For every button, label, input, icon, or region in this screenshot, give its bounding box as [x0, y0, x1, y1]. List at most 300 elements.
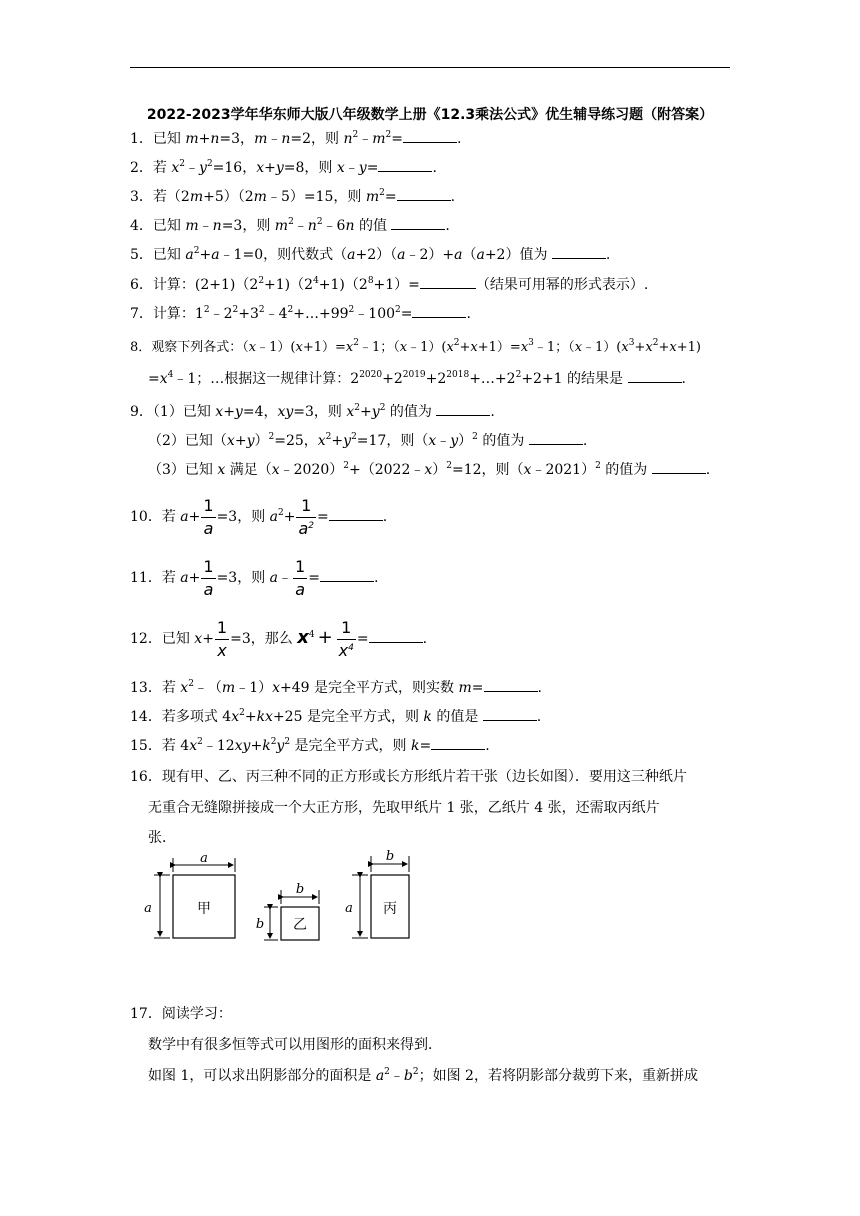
question-9-part-3: [148, 459, 710, 480]
text-fragment: 2: [325, 432, 332, 442]
text-fragment: =: [384, 189, 397, 205]
text-fragment: =2，则: [290, 131, 344, 147]
text-fragment: k: [410, 738, 420, 754]
text-fragment: y: [234, 404, 243, 420]
text-fragment: 观察下列各式：（: [151, 340, 249, 355]
text-fragment: a: [454, 247, 463, 263]
text-fragment: +: [634, 340, 646, 355]
text-fragment: ﹣1）: [235, 680, 273, 696]
text-fragment: 若: [152, 160, 172, 176]
text-fragment: =3，则: [293, 404, 347, 420]
text-fragment: +25 是完全平方式，则: [272, 709, 424, 725]
text-fragment: 计算：1: [152, 306, 204, 322]
text-fragment: =16，: [212, 160, 257, 176]
text-fragment: m: [458, 680, 472, 696]
text-fragment: 若（2: [152, 189, 190, 205]
text-fragment: +2）值为: [484, 247, 552, 263]
text-fragment: 张．: [148, 830, 176, 846]
text-fragment: .: [582, 433, 588, 449]
header-rule: [130, 67, 730, 68]
answer-blank: [483, 706, 537, 721]
text-fragment: 1．: [130, 131, 153, 147]
text-fragment: 是完全平方式，则: [290, 738, 411, 754]
question-16-line-2: [148, 798, 660, 818]
question-9-part-2: [148, 430, 587, 451]
text-fragment: 1: [203, 556, 214, 576]
text-fragment: 2: [278, 508, 284, 518]
question-5: [130, 244, 610, 265]
text-fragment: =3，则: [216, 570, 270, 586]
text-fragment: 2: [284, 737, 291, 747]
text-fragment: +: [283, 509, 296, 525]
text-fragment: y: [199, 160, 207, 176]
text-fragment: 若 4: [161, 738, 190, 754]
text-fragment: ﹣1）(: [582, 340, 622, 355]
text-fragment: x: [231, 709, 240, 725]
text-fragment: xy: [277, 404, 294, 420]
question-2: [130, 157, 437, 178]
text-fragment: =: [400, 306, 413, 322]
question-17-line-3: [148, 1066, 698, 1086]
text-fragment: 2: [197, 737, 203, 747]
answer-blank: [420, 274, 476, 289]
text-fragment: 若多项式 4: [161, 709, 232, 725]
text-fragment: 4: [167, 370, 174, 380]
text-fragment: ﹣: [358, 131, 373, 147]
text-fragment: 2: [316, 217, 323, 227]
text-fragment: 2: [193, 246, 200, 256]
text-fragment: +1）=: [477, 340, 521, 355]
text-fragment: =12，则（: [452, 462, 524, 478]
text-fragment: +…+2: [469, 371, 516, 387]
text-fragment: 2: [239, 708, 245, 718]
text-fragment: 3: [528, 338, 534, 348]
text-fragment: 2: [270, 737, 277, 747]
text-fragment: +: [202, 631, 214, 647]
fraction: [337, 617, 356, 662]
side-label-b: b: [385, 850, 395, 864]
fraction: [293, 556, 307, 601]
text-fragment: +: [244, 709, 257, 725]
text-fragment: .: [422, 631, 428, 647]
text-fragment: 2: [351, 432, 357, 442]
text-fragment: a: [347, 247, 356, 263]
text-fragment: 若: [161, 509, 181, 525]
text-fragment: ﹣: [278, 570, 293, 586]
text-fragment: ﹣100: [354, 306, 396, 322]
text-fragment: （2）已知（: [148, 433, 227, 449]
text-fragment: 2: [258, 305, 265, 315]
text-fragment: +: [199, 247, 212, 263]
text-fragment: ﹣: [185, 160, 200, 176]
text-fragment: x: [194, 631, 203, 647]
question-15: [130, 735, 490, 756]
text-fragment: a: [180, 509, 189, 525]
text-fragment: m: [185, 218, 199, 234]
text-fragment: .: [705, 462, 711, 478]
text-fragment: 2: [652, 338, 659, 348]
text-fragment: =: [308, 570, 320, 586]
text-fragment: .: [373, 570, 379, 586]
text-fragment: 17．: [130, 1006, 162, 1022]
text-fragment: ）: [432, 462, 447, 478]
text-fragment: +: [188, 570, 201, 586]
text-fragment: a: [211, 247, 220, 263]
text-fragment: 12．: [130, 631, 162, 647]
answer-blank: [403, 128, 457, 143]
text-fragment: x: [669, 340, 677, 355]
text-fragment: n: [281, 131, 291, 147]
text-fragment: .: [681, 371, 686, 387]
text-fragment: a: [180, 570, 189, 586]
text-fragment: x: [336, 160, 345, 176]
text-fragment: +: [360, 404, 372, 420]
text-fragment: 无重合无缝隙拼接成一个大正方形，先取甲纸片 1 张，乙纸片 4 张，还需取丙纸片: [148, 800, 660, 816]
answer-blank: [484, 677, 538, 692]
piece-label-yi: 乙: [293, 917, 307, 933]
text-fragment: a: [375, 1068, 385, 1084]
text-fragment: a: [269, 570, 279, 586]
text-fragment: +: [234, 433, 247, 449]
question-11: [130, 551, 378, 605]
text-fragment: =3，: [219, 131, 255, 147]
text-fragment: y: [276, 738, 285, 754]
text-fragment: （1）已知: [152, 404, 216, 420]
text-fragment: .: [466, 306, 471, 322]
text-fragment: x: [428, 433, 437, 449]
text-fragment: 2: [343, 461, 349, 471]
text-fragment: 2: [446, 461, 452, 471]
fraction: [215, 617, 229, 662]
text-fragment: x: [295, 340, 303, 355]
text-fragment: 2: [353, 338, 359, 348]
text-fragment: x: [159, 371, 168, 387]
text-fragment: 6．: [130, 277, 153, 293]
text-fragment: x: [189, 738, 198, 754]
text-fragment: .: [445, 218, 450, 234]
text-fragment: 2: [268, 432, 275, 442]
text-fragment: 2: [472, 432, 478, 442]
text-fragment: x: [470, 340, 478, 355]
text-fragment: a: [298, 518, 309, 538]
text-fragment: y: [450, 433, 459, 449]
text-fragment: 若: [161, 570, 181, 586]
question-13: [130, 677, 542, 698]
answer-blank: [378, 157, 432, 172]
text-fragment: kx: [256, 709, 273, 725]
text-fragment: 8．: [130, 340, 152, 355]
text-fragment: +: [223, 404, 235, 420]
text-fragment: 4: [348, 642, 354, 653]
text-fragment: =8，则: [283, 160, 337, 176]
text-fragment: n: [210, 131, 220, 147]
text-fragment: 2018: [446, 370, 470, 380]
question-17: [130, 1004, 232, 1024]
text-fragment: +5）（2: [203, 189, 254, 205]
text-fragment: .: [605, 247, 611, 263]
text-fragment: +: [250, 738, 263, 754]
text-fragment: 2: [188, 679, 194, 689]
text-fragment: 2: [288, 217, 294, 227]
question-9: [130, 401, 495, 422]
text-fragment: m: [185, 131, 199, 147]
text-fragment: 2: [206, 159, 213, 169]
text-fragment: +1）=: [373, 277, 420, 293]
text-fragment: 2020: [359, 370, 383, 380]
text-fragment: 2: [395, 305, 401, 315]
answer-blank: [628, 368, 682, 383]
answer-blank: [412, 303, 466, 318]
text-fragment: x: [271, 462, 280, 478]
question-3: [130, 186, 455, 207]
text-fragment: +3: [238, 306, 259, 322]
text-fragment: 3: [628, 338, 635, 348]
text-fragment: 已知: [161, 631, 195, 647]
question-16: [130, 767, 687, 787]
text-fragment: xy: [234, 738, 251, 754]
text-fragment: ﹣1；（: [533, 340, 575, 355]
page-title: 2022-2023学年华东师大版八年级数学上册《12.3乘法公式》优生辅导练习题（附答案）: [146, 107, 714, 123]
text-fragment: +1)（2: [318, 277, 368, 293]
text-fragment: 2: [348, 305, 355, 315]
text-fragment: x: [424, 462, 433, 478]
text-fragment: 2: [384, 1067, 390, 1077]
text-fragment: =: [148, 371, 160, 387]
text-fragment: 14．: [130, 709, 162, 725]
text-fragment: 1: [341, 617, 352, 637]
text-fragment: +: [188, 509, 201, 525]
text-fragment: 8: [367, 276, 374, 286]
answer-blank: [369, 628, 423, 643]
text-fragment: m: [189, 189, 204, 205]
text-fragment: +2）（: [355, 247, 398, 263]
text-fragment: x: [215, 404, 224, 420]
text-fragment: n: [345, 218, 355, 234]
text-fragment: 1: [203, 495, 214, 515]
text-fragment: .: [536, 709, 542, 725]
text-fragment: x: [171, 160, 180, 176]
text-fragment: n: [307, 218, 317, 234]
text-fragment: a: [201, 578, 215, 601]
answer-blank: [320, 567, 374, 582]
text-fragment: 2: [453, 338, 460, 348]
text-fragment: ；如图 2，若将阴影部分裁剪下来，重新拼成: [418, 1068, 698, 1084]
text-fragment: ﹣: [267, 131, 282, 147]
text-fragment: 4: [313, 276, 319, 286]
text-fragment: 13．: [130, 680, 162, 696]
text-fragment: .: [450, 189, 456, 205]
text-fragment: +2+1 的结果是: [521, 371, 628, 387]
text-fragment: 2: [379, 403, 386, 413]
text-fragment: 2: [203, 305, 210, 315]
text-fragment: =3，则: [221, 218, 275, 234]
text-fragment: 数学中有很多恒等式可以用图形的面积来得到．: [148, 1037, 442, 1053]
text-fragment: ）: [254, 433, 269, 449]
text-fragment: 1: [295, 556, 306, 576]
text-fragment: y: [343, 433, 352, 449]
fraction: [201, 495, 215, 540]
question-4: [130, 215, 450, 236]
paper-pieces-figure: [140, 850, 440, 950]
text-fragment: y: [358, 160, 367, 176]
text-fragment: 阅读学习：: [161, 1006, 232, 1022]
text-fragment: 的值为: [385, 404, 437, 420]
text-fragment: ﹣: [293, 218, 308, 234]
text-fragment: +: [331, 433, 344, 449]
answer-blank: [329, 506, 383, 521]
text-fragment: ﹣5）=15，则: [266, 189, 366, 205]
text-fragment: =: [356, 631, 369, 647]
text-fragment: a: [293, 578, 307, 601]
text-fragment: +1): [676, 340, 701, 355]
text-fragment: x: [338, 640, 349, 660]
text-fragment: +1)（2: [264, 277, 314, 293]
text-fragment: 的值为: [477, 433, 529, 449]
text-fragment: .: [382, 509, 388, 525]
text-fragment: 的值是: [431, 709, 483, 725]
text-fragment: x: [399, 340, 408, 355]
text-fragment: +2: [382, 371, 403, 387]
text-fragment: +: [459, 340, 471, 355]
text-fragment: y: [275, 160, 284, 176]
text-fragment: 若: [161, 680, 181, 696]
text-fragment: n: [343, 131, 353, 147]
text-fragment: ）: [458, 433, 473, 449]
answer-blank: [397, 186, 451, 201]
text-fragment: +: [658, 340, 670, 355]
text-fragment: 2: [595, 461, 601, 471]
side-label-b: b: [295, 882, 305, 897]
text-fragment: 如图 1，可以求出阴影部分的面积是: [148, 1068, 376, 1084]
question-17-line-2: [148, 1035, 442, 1055]
text-fragment: =: [317, 509, 329, 525]
text-fragment: 2: [258, 276, 265, 286]
text-fragment: =: [419, 738, 432, 754]
piece-bing: [345, 850, 409, 938]
text-fragment: a: [397, 247, 406, 263]
text-fragment: =: [366, 160, 379, 176]
piece-label-jia: 甲: [197, 901, 211, 917]
text-fragment: a: [185, 247, 194, 263]
text-fragment: 2: [354, 403, 361, 413]
text-fragment: 2: [515, 370, 522, 380]
text-fragment: 5．: [130, 247, 153, 263]
text-fragment: 现有甲、乙、丙三种不同的正方形或长方形纸片若干张（边长如图）．要用这三种纸片: [161, 769, 687, 785]
text-fragment: 已知: [152, 247, 186, 263]
text-fragment: 满足（: [225, 462, 272, 478]
text-fragment: +1）=: [302, 340, 346, 355]
text-fragment: ﹣2）+: [405, 247, 455, 263]
text-fragment: +（2022﹣: [349, 462, 425, 478]
side-label-a: a: [144, 901, 152, 916]
text-fragment: ﹣1）(: [407, 340, 447, 355]
text-fragment: a: [476, 247, 485, 263]
text-fragment: 2．: [130, 160, 153, 176]
question-7: [130, 303, 471, 324]
answer-blank: [391, 215, 445, 230]
text-fragment: ﹣12: [202, 738, 235, 754]
text-fragment: =: [391, 131, 403, 147]
answer-blank: [529, 430, 583, 445]
text-fragment: 2: [179, 159, 186, 169]
text-fragment: x: [215, 639, 229, 662]
text-fragment: +: [198, 131, 211, 147]
text-fragment: 2: [287, 305, 294, 315]
text-fragment: m: [253, 189, 267, 205]
text-fragment: +2: [425, 371, 447, 387]
side-label-a: a: [345, 901, 353, 916]
text-fragment: ﹣: [198, 218, 213, 234]
text-fragment: ﹣（: [193, 680, 222, 696]
text-fragment: 9．: [130, 404, 153, 420]
question-10: [130, 490, 387, 544]
text-fragment: 已知: [152, 218, 186, 234]
text-fragment: ﹣1=0，则代数式（: [219, 247, 348, 263]
text-fragment: .: [456, 131, 462, 147]
text-fragment: 2019: [402, 370, 426, 380]
text-fragment: 11．: [130, 570, 162, 586]
answer-blank: [431, 735, 485, 750]
text-fragment: +: [264, 160, 276, 176]
text-fragment: ﹣1；…根据这一规律计算：2: [173, 371, 360, 387]
text-fragment: ﹣1；（: [358, 340, 400, 355]
piece-yi: [256, 882, 319, 940]
answer-blank: [552, 244, 606, 259]
text-fragment: m: [254, 131, 268, 147]
text-fragment: a: [269, 509, 279, 525]
text-fragment: =4，: [242, 404, 278, 420]
question-1: [130, 128, 461, 149]
text-fragment: y: [246, 433, 255, 449]
text-fragment: x: [248, 340, 257, 355]
text-fragment: b: [403, 1068, 413, 1084]
text-fragment: x: [446, 340, 454, 355]
answer-blank: [652, 459, 706, 474]
text-fragment: 2: [412, 1067, 419, 1077]
text-fragment: m: [372, 131, 386, 147]
text-fragment: （结果可用幂的形式表示）.: [475, 277, 649, 293]
text-fragment: +: [317, 627, 333, 648]
text-fragment: =25，: [274, 433, 318, 449]
text-fragment: 2: [232, 305, 239, 315]
text-fragment: y: [371, 404, 380, 420]
text-fragment: x: [256, 160, 265, 176]
text-fragment: x: [523, 462, 532, 478]
text-fragment: x: [346, 404, 355, 420]
text-fragment: 2: [352, 130, 359, 140]
text-fragment: x: [180, 680, 189, 696]
text-fragment: x: [621, 340, 629, 355]
text-fragment: m: [221, 680, 236, 696]
text-fragment: 15．: [130, 738, 162, 754]
text-fragment: 1: [216, 617, 228, 637]
text-fragment: x: [226, 433, 235, 449]
text-fragment: ﹣1）(: [256, 340, 296, 355]
question-14: [130, 706, 541, 727]
fraction: [201, 556, 215, 601]
text-fragment: +49 是完全平方式，则实数: [280, 680, 459, 696]
text-fragment: x: [574, 340, 583, 355]
text-fragment: （: [462, 247, 477, 263]
text-fragment: ﹣2: [209, 306, 233, 322]
text-fragment: ﹣2021）: [531, 462, 596, 478]
text-fragment: 的值为: [600, 462, 652, 478]
question-16-line-3: [148, 828, 176, 848]
text-fragment: ﹣: [389, 1068, 404, 1084]
text-fragment: x: [345, 340, 354, 355]
text-fragment: x: [297, 627, 309, 648]
text-fragment: n: [212, 218, 222, 234]
